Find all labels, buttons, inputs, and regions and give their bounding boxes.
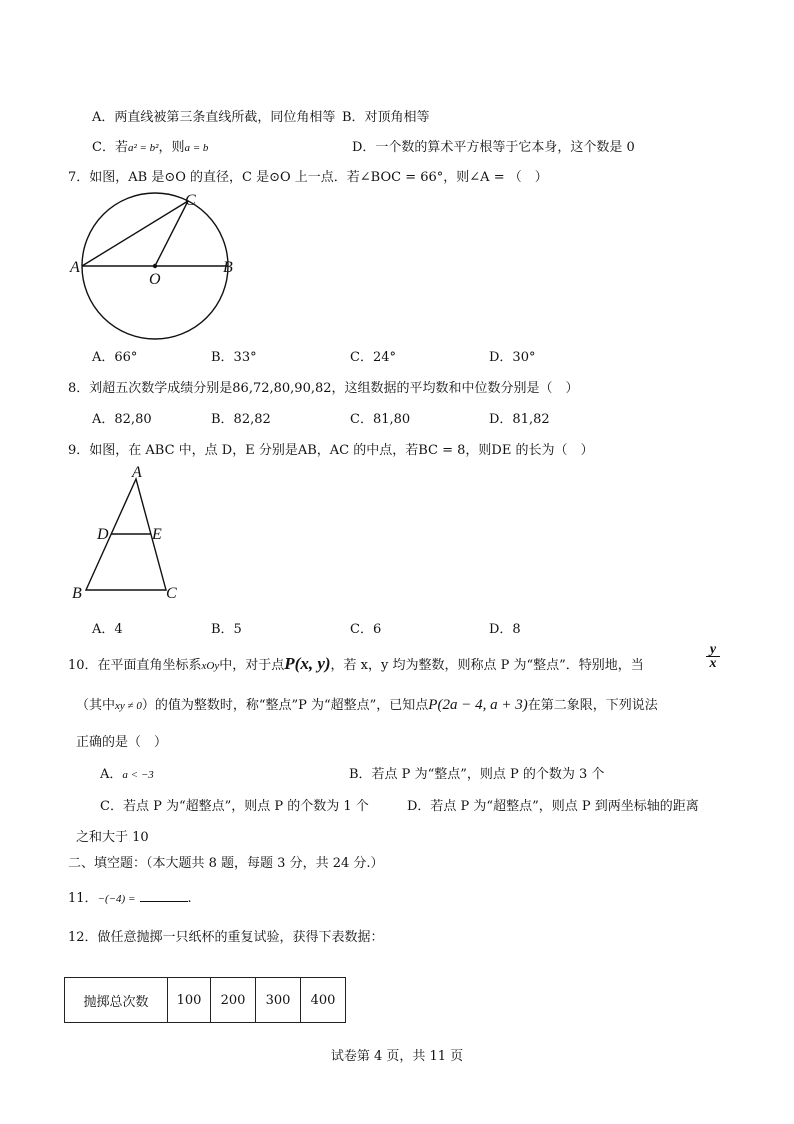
q9-label-c: C <box>166 585 177 602</box>
table-cell: 100 <box>168 978 211 1023</box>
q7-stem: 7．如图，AB 是⊙O 的直径，C 是⊙O 上一点．若∠BOC = 66°，则∠A = （ ） <box>68 170 548 185</box>
q8-option-d: D．81,82 <box>489 412 550 427</box>
q12-data-table <box>64 977 346 1023</box>
q11-math: −(−4) = <box>97 893 136 905</box>
q10-option-a <box>100 763 154 782</box>
q6-option-d: D．一个数的算术平方根等于它本身，这个数是 0 <box>352 140 635 155</box>
q10-line1-c: ，若 x，y 均为整数，则称点 P 为“整点”．特别地，当 <box>330 658 644 673</box>
q9-stem: 9．如图，在 ABC 中，点 D，E 分别是AB，AC 的中点，若BC = 8，则DE 的长为（ ） <box>68 443 594 458</box>
page-footer: 试卷第 4 页，共 11 页 <box>330 1049 464 1064</box>
table-row <box>65 978 346 1023</box>
q10-line2-a: （其中 <box>76 698 116 713</box>
q9-option-d: D．8 <box>489 622 521 637</box>
q10-option-d: D．若点 P 为“超整点”，则点 P 到两坐标轴的距离 <box>407 799 699 814</box>
q10-line3: 正确的是（ ） <box>76 735 168 750</box>
q7-label-o: O <box>149 271 161 288</box>
q7-center-point <box>153 264 157 268</box>
q10-option-d-continued: 之和大于 10 <box>76 830 149 845</box>
table-cell: 400 <box>301 978 346 1023</box>
q8-stem: 8．刘超五次数学成绩分别是86,72,80,90,82，这组数据的平均数和中位数分别是（ ） <box>68 381 579 396</box>
q10-frac-den: x <box>709 656 717 671</box>
q7-circle-figure <box>60 188 260 348</box>
q6-option-c <box>92 136 208 155</box>
q10-line2-b: ）的值为整数时，称“整点”P 为“超整点”，已知点 <box>141 698 429 713</box>
q7-label-a: A <box>70 259 80 276</box>
q7-option-b: B．33° <box>211 350 257 365</box>
q6-option-c-math: a² = b² <box>127 142 159 154</box>
q10-option-a-math: a < −3 <box>122 769 154 781</box>
q10-line1-b: 中，对于点 <box>219 658 285 673</box>
q10-frac-num: y <box>709 642 717 657</box>
q7-option-a: A．66° <box>92 350 138 365</box>
q11-number: 11． <box>68 891 98 906</box>
q9-label-e: E <box>152 526 162 543</box>
q10-option-a-prefix: A． <box>100 767 123 782</box>
q6-option-c-prefix: C．若 <box>92 140 128 155</box>
q10-line2 <box>76 694 658 714</box>
q9-option-b: B．5 <box>211 622 242 637</box>
q10-xoy: xOy <box>201 660 220 672</box>
q7-option-c: C．24° <box>350 350 396 365</box>
q9-triangle-figure <box>66 462 196 604</box>
q8-option-c: C．81,80 <box>350 412 411 427</box>
q10-fraction <box>706 643 720 670</box>
q6-option-a: A．两直线被第三条直线所截，同位角相等 <box>92 110 336 125</box>
q6-option-b: B．对顶角相等 <box>342 110 430 125</box>
q6-option-c-mid: ，则 <box>158 140 185 155</box>
q10-line1 <box>68 654 644 674</box>
table-cell: 200 <box>211 978 256 1023</box>
q10-point-p: P(x, y) <box>284 654 331 673</box>
q11-answer-blank[interactable] <box>140 889 188 902</box>
q7-label-c: C <box>185 192 196 209</box>
q9-label-d: D <box>97 526 109 543</box>
q10-line2-c: 在第二象限，下列说法 <box>527 698 658 713</box>
q10-line1-a: 10．在平面直角坐标系 <box>68 658 202 673</box>
q10-option-b: B．若点 P 为“整点”，则点 P 的个数为 3 个 <box>349 767 605 782</box>
q12-stem: 12．做任意抛掷一只纸杯的重复试验，获得下表数据： <box>68 930 384 945</box>
table-cell: 300 <box>256 978 301 1023</box>
q9-option-a: A．4 <box>92 622 123 637</box>
q9-option-c: C．6 <box>350 622 382 637</box>
q10-condition: xy ≠ 0 <box>115 700 142 712</box>
q10-point-p2: P(2a − 4, a + 3) <box>428 697 528 713</box>
q8-option-a: A．82,80 <box>92 412 152 427</box>
q10-option-c: C．若点 P 为“超整点”，则点 P 的个数为 1 个 <box>100 799 369 814</box>
q9-label-a: A <box>132 464 142 481</box>
q7-option-d: D．30° <box>489 350 536 365</box>
q11 <box>68 887 192 906</box>
q7-label-b: B <box>223 259 233 276</box>
q6-option-c-math2: a = b <box>184 142 209 154</box>
q9-label-b: B <box>72 585 82 602</box>
table-cell-header: 抛掷总次数 <box>65 978 168 1023</box>
q8-option-b: B．82,82 <box>211 412 271 427</box>
q11-period: . <box>187 891 192 906</box>
section-fill-in-heading: 二、填空题：（本大题共 8 题，每题 3 分，共 24 分.） <box>68 856 384 871</box>
